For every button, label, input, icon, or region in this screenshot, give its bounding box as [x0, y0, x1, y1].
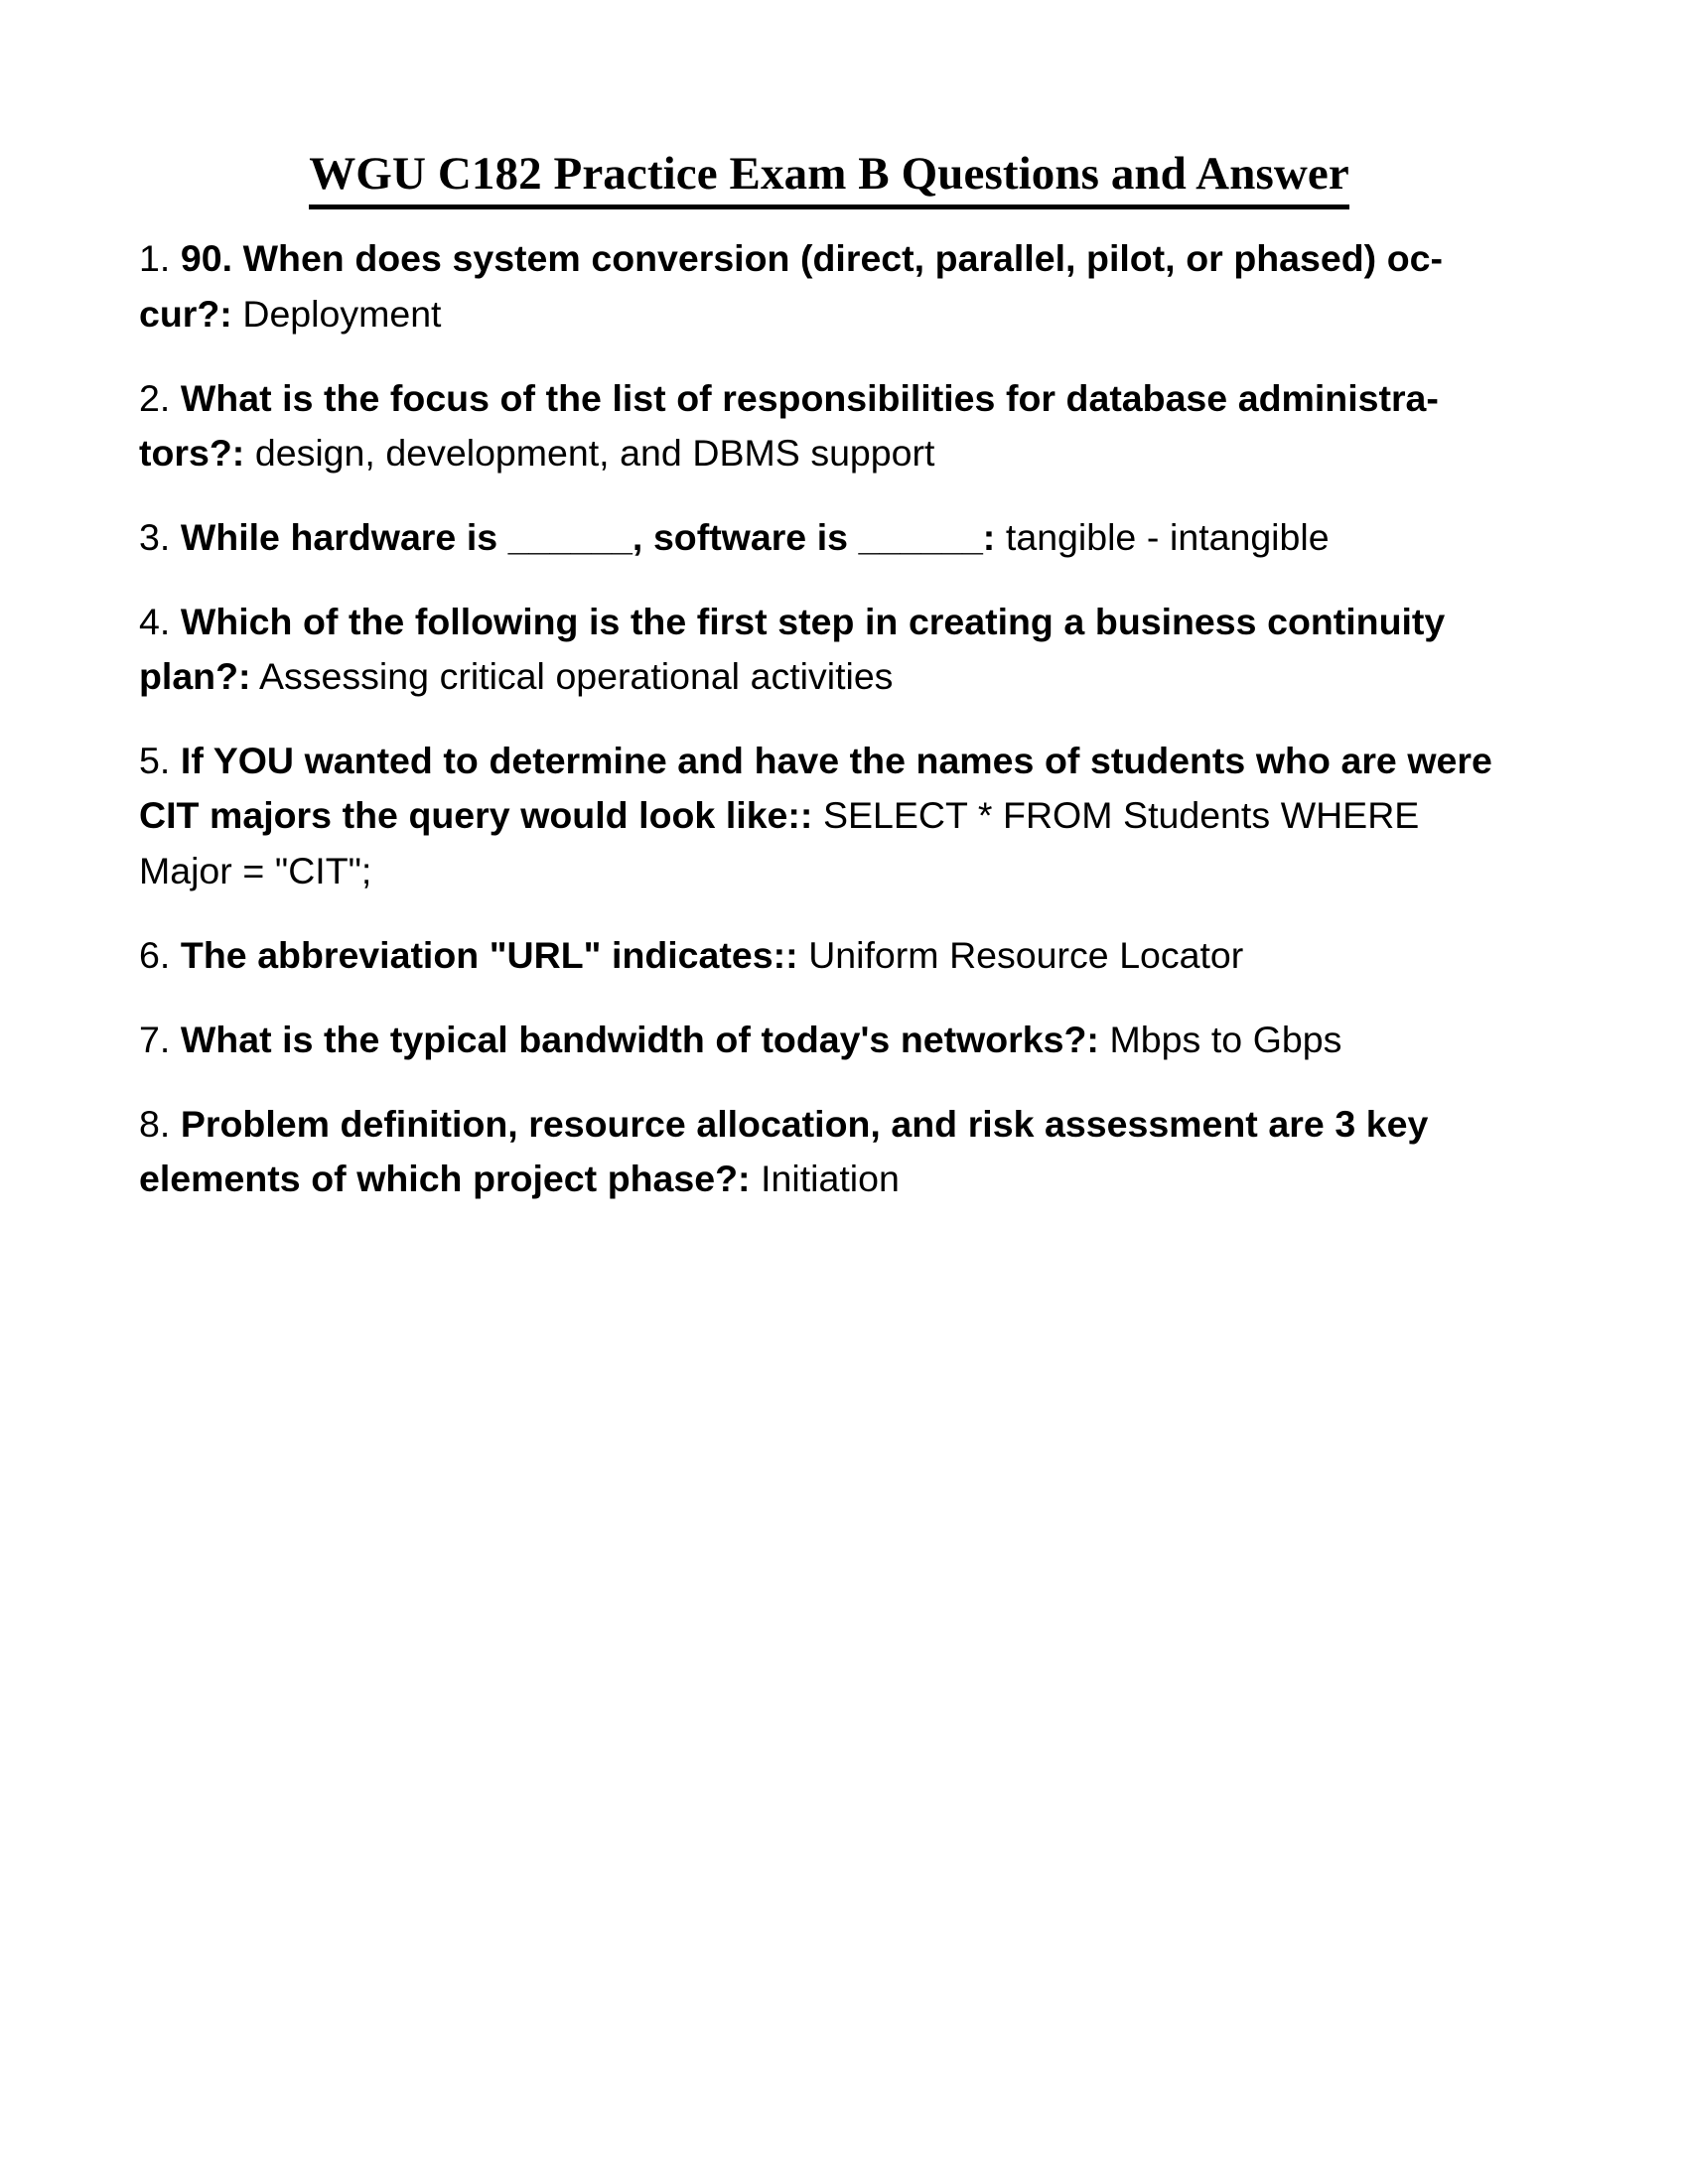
qa-question: The abbreviation "URL" indicates:: — [180, 933, 798, 976]
qa-answer: Assessing critical operational activities — [259, 655, 894, 698]
qa-question: Problem definition, resource allocation, and risk assessment are 3 key elements of which project phase?: — [139, 1102, 1429, 1200]
qa-number: 3. — [139, 515, 171, 558]
qa-question: What is the typical bandwidth of today's networks?: — [180, 1018, 1099, 1060]
qa-item — [139, 1097, 1519, 1206]
qa-question: While hardware is ______, software is ______: — [180, 515, 996, 558]
page-title-text: WGU C182 Practice Exam B Questions and Answer — [309, 147, 1349, 209]
qa-question: 90. When does system conversion (direct, parallel, pilot, or phased) oc- cur?: — [139, 237, 1443, 335]
qa-answer: design, development, and DBMS support — [254, 431, 935, 474]
qa-item — [139, 595, 1519, 704]
document-content — [139, 147, 1519, 1236]
question-answer-list — [139, 231, 1519, 1206]
qa-item — [139, 510, 1519, 565]
qa-answer: Initiation — [761, 1158, 900, 1200]
qa-question: What is the focus of the list of responsibilities for database administra- tors?: — [139, 376, 1439, 474]
qa-number: 2. — [139, 376, 171, 419]
qa-answer: Deployment — [242, 292, 442, 335]
qa-answer: tangible - intangible — [1005, 515, 1330, 558]
qa-item — [139, 231, 1519, 341]
qa-question: If YOU wanted to determine and have the names of students who are were CIT majors the query would look like:: — [139, 740, 1492, 837]
qa-item — [139, 928, 1519, 983]
qa-answer: Uniform Resource Locator — [808, 933, 1244, 976]
qa-item — [139, 1013, 1519, 1067]
qa-number: 7. — [139, 1018, 171, 1060]
qa-item — [139, 734, 1519, 897]
qa-number: 1. — [139, 237, 171, 280]
qa-number: 6. — [139, 933, 171, 976]
qa-question: Which of the following is the first step in creating a business continuity plan?: — [139, 601, 1446, 698]
qa-item — [139, 371, 1519, 480]
qa-answer: SELECT * FROM Students WHERE Major = "CIT"; — [139, 794, 1420, 891]
page-title — [139, 147, 1519, 209]
qa-number: 8. — [139, 1102, 171, 1145]
qa-number: 5. — [139, 740, 171, 782]
qa-answer: Mbps to Gbps — [1109, 1018, 1342, 1060]
qa-number: 4. — [139, 601, 171, 643]
